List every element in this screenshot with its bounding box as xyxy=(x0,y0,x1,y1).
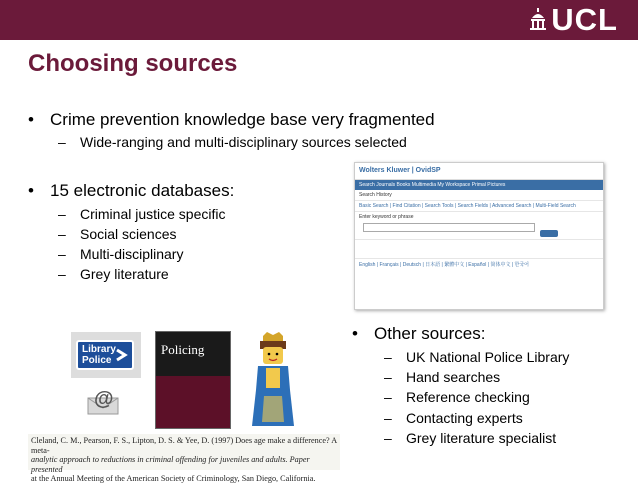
library-police-text: Library Police xyxy=(82,344,116,366)
bullet-2-sub-1-text: Criminal justice specific xyxy=(80,206,226,222)
bullet-1-sub-1: – Wide-ranging and multi-disciplinary sources selected xyxy=(58,134,407,150)
bullet-3-text: Other sources: xyxy=(374,324,486,343)
bullet-3-sub-2: – Hand searches xyxy=(384,369,501,385)
ovid-search-field xyxy=(363,223,535,232)
ucl-logo xyxy=(551,4,618,36)
bullet-3-sub-4: – Contacting experts xyxy=(384,410,523,426)
book-title: Policing xyxy=(161,342,205,357)
arrow-right-icon xyxy=(115,347,131,363)
bullet-2-sub-4: – Grey literature xyxy=(58,266,169,282)
citation-line-2: analytic approach to reductions in criminal offending for juveniles and adults. Paper presented xyxy=(31,455,310,474)
ovid-row-history: Search History xyxy=(355,190,603,201)
bullet-1: • Crime prevention knowledge base very fragmented xyxy=(28,110,435,129)
bullet-3-sub-5: – Grey literature specialist xyxy=(384,430,557,446)
bullet-2-sub-4-text: Grey literature xyxy=(80,266,169,282)
book-band xyxy=(156,376,230,428)
library-police-image xyxy=(71,332,141,378)
bullet-2-sub-1: – Criminal justice specific xyxy=(58,206,226,222)
bullet-3-sub-2-text: Hand searches xyxy=(406,369,501,385)
slide-title: Choosing sources xyxy=(28,50,238,77)
at-symbol: @ xyxy=(94,388,114,410)
ovid-row-search xyxy=(355,212,603,240)
citation-box xyxy=(28,434,340,483)
bullet-3-sub-5-text: Grey literature specialist xyxy=(406,430,557,446)
bullet-2-sub-3: – Multi-disciplinary xyxy=(58,246,184,262)
bullet-2-sub-2-text: Social sciences xyxy=(80,226,177,242)
bullet-3-sub-1-text: UK National Police Library xyxy=(406,349,570,365)
bullet-2-text: 15 electronic databases: xyxy=(50,181,235,200)
bullet-3: • Other sources: xyxy=(352,324,486,343)
bullet-3-sub-3-text: Reference checking xyxy=(406,389,530,405)
bullet-3-sub-1: – UK National Police Library xyxy=(384,349,570,365)
lego-figure-image xyxy=(250,332,296,428)
bullet-1-sub-1-text: Wide-ranging and multi-disciplinary sources selected xyxy=(80,134,407,150)
ovid-header xyxy=(355,163,603,180)
citation-line-3: at the Annual Meeting of the American Society of Criminology, San Diego, California. xyxy=(31,474,316,483)
header-bar xyxy=(0,0,638,40)
bullet-3-sub-3: – Reference checking xyxy=(384,389,530,405)
bullet-2: • 15 electronic databases: xyxy=(28,181,235,200)
ovid-row-options xyxy=(355,240,603,259)
bullet-1-text: Crime prevention knowledge base very fragmented xyxy=(50,110,435,129)
ovid-row-tabs: Basic Search | Find Citation | Search Tools | Search Fields | Advanced Search | Multi-Field Search xyxy=(355,201,603,212)
ovid-search-label: Enter keyword or phrase xyxy=(359,214,414,220)
citation-line-1: Cleland, C. M., Pearson, F. S., Lipton, D. S. & Yee, D. (1997) Does age make a difference? A meta- xyxy=(31,436,337,455)
portico-icon xyxy=(529,8,547,30)
ovid-footer: English | Français | Deutsch | 日本語 | 繁體中文 | Español | 简体中文 | 한국어 xyxy=(359,262,530,269)
bullet-3-sub-4-text: Contacting experts xyxy=(406,410,523,426)
logo-text: UCL xyxy=(551,2,618,37)
ovid-brand: Wolters Kluwer | OvidSP xyxy=(359,167,441,174)
bullet-2-sub-2: – Social sciences xyxy=(58,226,177,242)
policing-book-image xyxy=(155,331,231,429)
ovid-screenshot xyxy=(354,162,604,310)
email-image xyxy=(86,390,120,416)
ovid-nav: Search Journals Books Multimedia My Workspace Primal Pictures xyxy=(355,180,603,190)
ovid-search-button xyxy=(540,230,558,237)
bullet-2-sub-3-text: Multi-disciplinary xyxy=(80,246,184,262)
